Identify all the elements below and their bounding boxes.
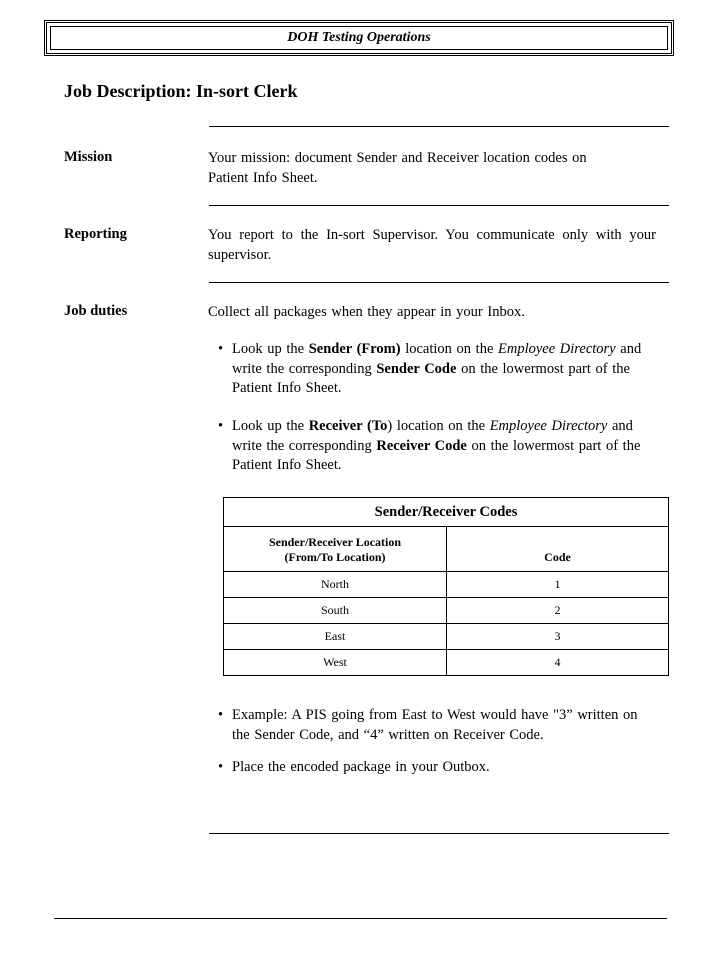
table-row xyxy=(224,624,669,650)
code-cell: 4 xyxy=(447,650,669,676)
bullet-receiver-bold-1: Receiver (To xyxy=(308,418,388,434)
code-cell: 3 xyxy=(447,624,669,650)
column-header-location-line1: Sender/Receiver Location xyxy=(268,535,402,549)
divider-1 xyxy=(209,126,669,127)
location-cell: West xyxy=(224,650,447,676)
bullet-sender-italic: Employee Directory xyxy=(498,341,616,357)
divider-4 xyxy=(209,833,669,834)
location-cell: North xyxy=(224,572,447,598)
code-cell: 2 xyxy=(447,598,669,624)
bullet-receiver-bold-2: Receiver Code xyxy=(376,437,467,454)
bullet-sender-text-1: Look up the xyxy=(232,341,309,357)
bullet-receiver-text-3: and write the corresponding xyxy=(232,418,633,454)
divider-2 xyxy=(209,205,669,206)
bullet-sender-bold-1: Sender (From) xyxy=(308,341,401,357)
location-cell: East xyxy=(224,624,447,650)
bullet-receiver-italic: Employee Directory xyxy=(489,418,608,434)
bullet-sender-text-4: on the lowermost part of the Patient Info Sheet. xyxy=(232,360,630,396)
column-header-location xyxy=(224,527,447,572)
bullet-place xyxy=(218,758,648,778)
reporting-text: You report to the In-sort Supervisor. You communicate only with your supervisor. xyxy=(208,227,656,263)
bullet-sender-text-3: and write the corresponding xyxy=(232,341,642,377)
location-cell: South xyxy=(224,598,447,624)
bullet-receiver-text-2: ) location on the xyxy=(387,418,490,434)
example-text: Example: A PIS going from East to West would have "3” written on the Sender Code, and “4” written on Receiver Code. xyxy=(232,707,638,743)
table-row xyxy=(224,598,669,624)
table-row xyxy=(224,572,669,598)
job-title xyxy=(64,81,298,102)
codes-table-title: Sender/Receiver Codes xyxy=(224,498,669,527)
column-header-code: Code xyxy=(447,527,669,572)
code-cell: 1 xyxy=(447,572,669,598)
bullet-sender-bold-2: Sender Code xyxy=(376,360,457,377)
bullet-receiver-text-1: Look up the xyxy=(232,418,309,434)
divider-3 xyxy=(209,282,669,283)
place-text: Place the encoded package in your Outbox. xyxy=(232,759,490,775)
mission-label: Mission xyxy=(64,149,113,165)
bullet-dot: • xyxy=(218,759,224,775)
bullet-dot: • xyxy=(218,341,224,357)
bullet-dot: • xyxy=(218,707,224,723)
column-header-location-line2: (From/To Location) xyxy=(284,550,386,564)
duties-intro: Collect all packages when they appear in your Inbox. xyxy=(208,304,525,320)
header-box xyxy=(44,20,674,56)
reporting-label: Reporting xyxy=(64,226,127,242)
mission-text: Your mission: document Sender and Receiver location codes on Patient Info Sheet. xyxy=(208,150,587,186)
bullet-receiver xyxy=(218,417,648,476)
job-title-name: In-sort Clerk xyxy=(196,81,298,101)
footer-rule xyxy=(54,918,667,919)
bullet-receiver-text-4: on the lowermost part of the Patient Info Sheet. xyxy=(232,437,641,473)
header-title: DOH Testing Operations xyxy=(50,26,668,50)
bullet-example xyxy=(218,706,648,745)
bullet-sender-text-2: location on the xyxy=(400,341,499,357)
bullet-dot: • xyxy=(218,418,224,434)
job-title-label: Job Description: xyxy=(64,81,192,101)
codes-table xyxy=(223,497,669,676)
table-row xyxy=(224,650,669,676)
bullet-sender xyxy=(218,340,648,399)
duties-label: Job duties xyxy=(64,303,128,319)
